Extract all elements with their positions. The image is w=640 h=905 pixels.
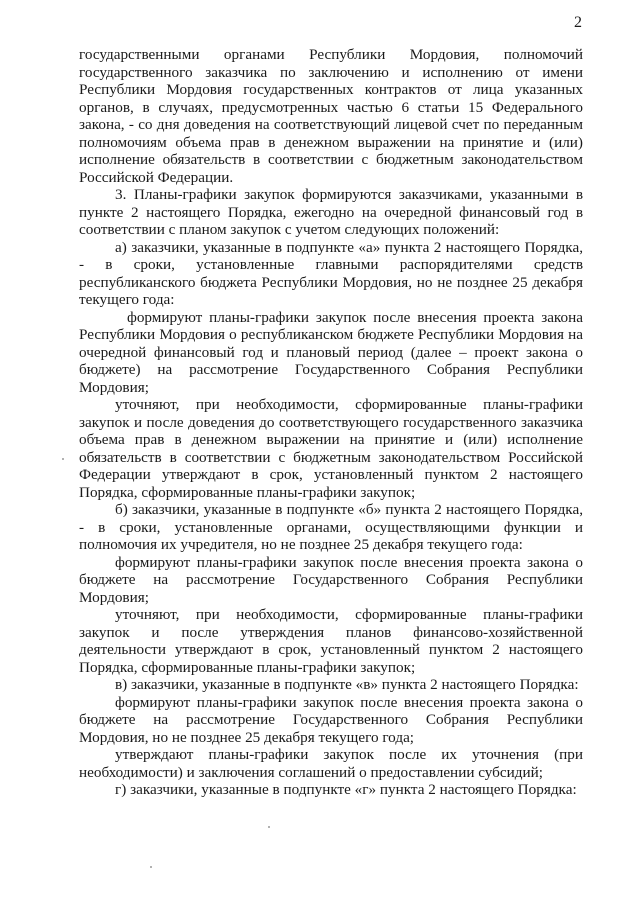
paragraph-subitem-g: г) заказчики, указанные в подпункте «г» пункта 2 настоящего Порядка:: [115, 781, 577, 798]
paragraph-a-form: формируют планы-графики закупок после внесения проекта закона Республики Мордовия о республиканском бюджете Республики Мордовия на очередной финансовый год и плановый период (далее – проект закона о бюджете) на рассмотрение Государственного Собрания Республики Мордовия;: [79, 308, 583, 396]
document-body: [79, 46, 583, 799]
paragraph-b-clarify: уточняют, при необходимости, сформированные планы-графики закупок и после утверждения планов финансово-хозяйственной деятельности утверждают в срок, установленный пунктом 2 настоящего Порядка, сформированные планы-графики закупок;: [79, 606, 583, 676]
scan-speck: [62, 458, 64, 460]
scan-speck: [268, 826, 270, 828]
page-number: 2: [574, 14, 582, 31]
paragraph-continuation: государственными органами Республики Мордовия, полномочий государственного заказчика по заключению и исполнению от имени Республики Мордовия государственных контрактов от лица указанных органов, в случаях, предусмотренных частью 6 статьи 15 Федерального закона, - со дня доведения на соответствующий лицевой счет по переданным полномочиям объема прав в денежном выражении на принятие и (или) исполнение обязательств в соответствии с бюджетным законодательством Российской Федерации.: [79, 46, 583, 186]
paragraph-a-clarify: уточняют, при необходимости, сформированные планы-графики закупок и после доведения до соответствующего государственного заказчика объема прав в денежном выражении на принятие и (или) исполнение обязательств в соответствии с бюджетным законодательством Российской Федерации утверждают в срок, установленный пунктом 2 настоящего Порядка, сформированные планы-графики закупок;: [79, 396, 583, 501]
paragraph-subitem-b: б) заказчики, указанные в подпункте «б» пункта 2 настоящего Порядка, - в сроки, установленные органами, осуществляющими функции и полномочия их учредителя, но не позднее 25 декабря текущего года:: [79, 501, 583, 553]
paragraph-subitem-v: в) заказчики, указанные в подпункте «в» пункта 2 настоящего Порядка:: [115, 676, 579, 693]
paragraph-v-form: формируют планы-графики закупок после внесения проекта закона о бюджете на рассмотрение Государственного Собрания Республики Мордовия, но не позднее 25 декабря текущего года;: [79, 693, 583, 746]
scan-speck: [150, 866, 152, 868]
paragraph-v-approve: утверждают планы-графики закупок после их уточнения (при необходимости) и заключения соглашений о предоставлении субсидий;: [79, 746, 583, 781]
paragraph-b-form: формируют планы-графики закупок после внесения проекта закона о бюджете на рассмотрение Государственного Собрания Республики Мордовия;: [79, 553, 583, 606]
paragraph-item-3: 3. Планы-графики закупок формируются заказчиками, указанными в пункте 2 настоящего Порядка, ежегодно на очередной финансовый год в соответствии с планом закупок с учетом следующих положений:: [79, 186, 583, 238]
paragraph-subitem-a: а) заказчики, указанные в подпункте «а» пункта 2 настоящего Порядка, - в сроки, установленные главными распорядителями средств республиканского бюджета Республики Мордовия, но не позднее 25 декабря текущего года:: [79, 238, 583, 308]
